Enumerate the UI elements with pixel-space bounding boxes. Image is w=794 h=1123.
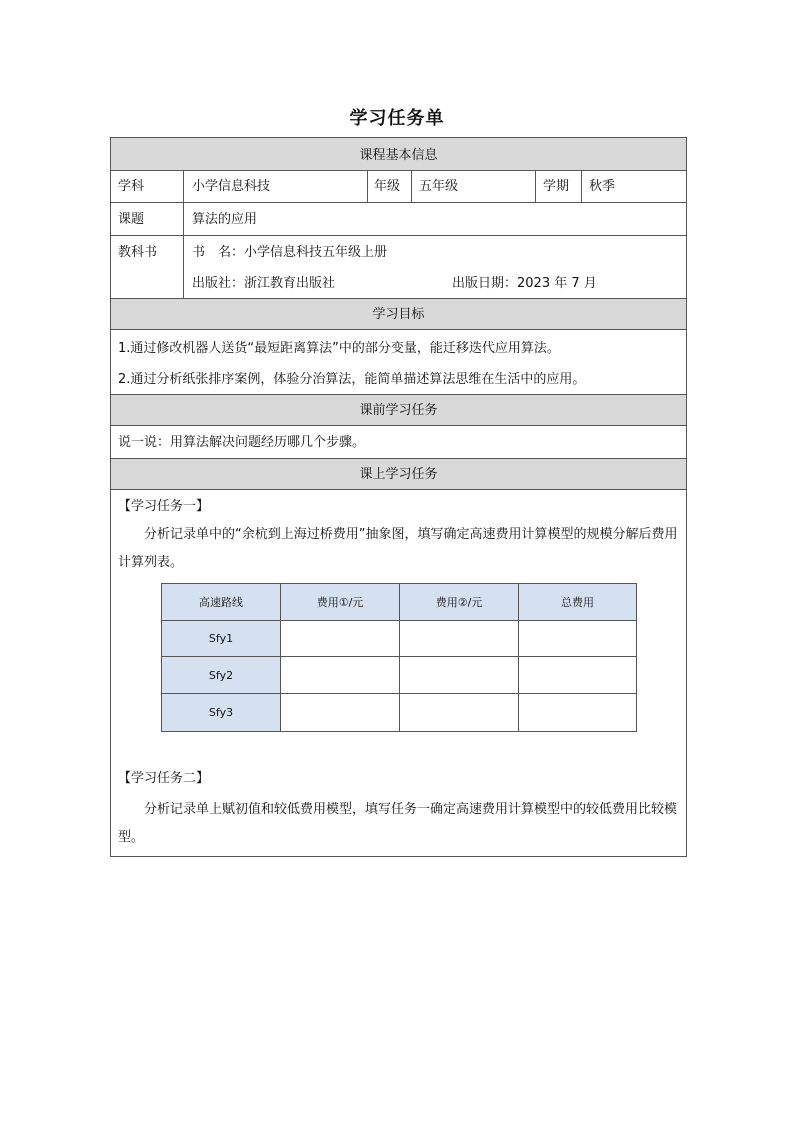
fee-row-route: Sfy2 [162,657,281,694]
divider [111,394,686,395]
task-sheet-table [110,137,687,857]
page-title: 学习任务单 [349,108,445,129]
fee-cell-fee1[interactable] [281,694,400,731]
divider [535,170,536,202]
task1-text: 分析记录单中的“余杭到上海过桥费用”抽象图，填写确定高速费用计算模型的规模分解后费用计算列表。 [118,527,678,570]
book-name: 书 名：小学信息科技五年级上册 [192,245,388,260]
divider [111,170,686,171]
fee-row-route: Sfy1 [162,621,281,657]
fee-cell-total[interactable] [519,694,636,731]
fee-cell-total[interactable] [519,657,636,694]
topic-label: 课题 [118,212,145,227]
fee-cell-fee2[interactable] [400,657,519,694]
divider [367,170,368,202]
divider [111,458,686,459]
topic-value: 算法的应用 [192,212,258,227]
pre-class-task: 说一说：用算法解决问题经历哪几个步骤。 [118,435,366,450]
grade-value: 五年级 [419,179,459,194]
grade-label: 年级 [374,179,401,194]
section-title-in-class: 课上学习任务 [359,467,438,482]
subject-label: 学科 [118,179,145,194]
objective-item: 2.通过分析纸张排序案例，体验分治算法，能简单描述算法思维在生活中的应用。 [118,372,586,387]
divider [183,170,184,298]
fee-cell-fee2[interactable] [400,621,519,657]
fee-cell-total[interactable] [519,621,636,657]
term-label: 学期 [543,179,570,194]
term-value: 秋季 [589,179,616,194]
fee-cell-fee1[interactable] [281,621,400,657]
divider [111,425,686,426]
fee-header-fee1: 费用①/元 [281,584,400,621]
divider [111,489,686,490]
section-title-basic-info: 课程基本信息 [359,148,438,163]
objective-item: 1.通过修改机器人送货“最短距离算法”中的部分变量，能迁移迭代应用算法。 [118,341,560,356]
divider [111,329,686,330]
divider [111,298,686,299]
divider [581,170,582,202]
fee-header-total: 总费用 [519,584,636,621]
divider [111,235,686,236]
publisher: 出版社：浙江教育出版社 [192,276,336,291]
fee-cell-fee1[interactable] [281,657,400,694]
divider [411,170,412,202]
task1-heading: 【学习任务一】 [118,499,210,514]
fee-cell-fee2[interactable] [400,694,519,731]
section-title-pre-class: 课前学习任务 [359,403,438,418]
fee-header-fee2: 费用②/元 [400,584,519,621]
subject-value: 小学信息科技 [192,179,271,194]
textbook-label: 教科书 [118,245,158,260]
fee-row-route: Sfy3 [162,694,281,731]
fee-calculation-table [161,583,637,732]
fee-header-route: 高速路线 [162,584,281,621]
divider [111,202,686,203]
section-title-objectives: 学习目标 [372,307,425,322]
publish-date: 出版日期：2023 年 7 月 [452,276,597,291]
task2-heading: 【学习任务二】 [118,771,210,786]
task2-text: 分析记录单上赋初值和较低费用模型，填写任务一确定高速费用计算模型中的较低费用比较模型。 [118,802,678,845]
